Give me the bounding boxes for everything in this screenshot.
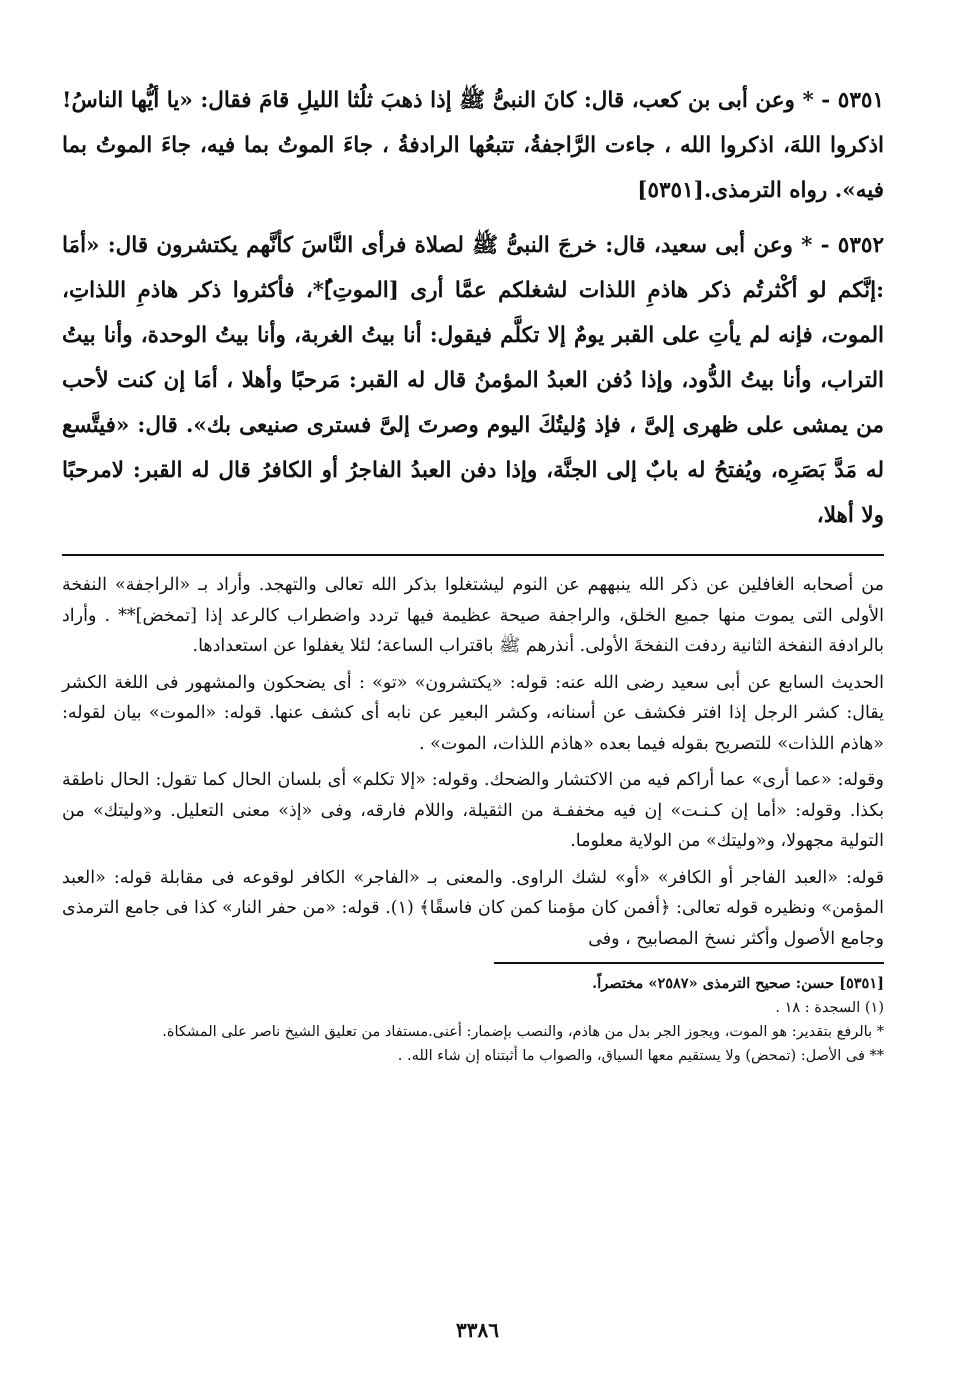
page-content: [62, 78, 884, 1068]
page-number: ٣٣٨٦: [456, 1318, 499, 1342]
footnote-star: * بالرفع بتقدير: هو الموت، ويجوز الجر بدل من هاذم، والنصب بإضمار: أعنى.مستفاد من تعليق الشيخ ناصر على المشكاة.: [162, 1024, 884, 1040]
commentary-paragraph-4: قوله: «العبد الفاجر أو الكافر» «أو» لشك الراوى. والمعنى بـ «الفاجر» الكافر لوقوعه فى مقابلة قوله: «العبد المؤمن» ونظيره قوله تعالى: ﴿أفمن كان مؤمنا كمن كان فاسقًا﴾ (١). قوله: «من حفر النار» كذا فى جامع الترمذى وجامع الأصول وأكثر نسخ المصابيح ، وفى: [62, 867, 884, 949]
commentary: [62, 570, 884, 954]
footnote-1: (١) السجدة : ١٨ .: [775, 1000, 884, 1016]
footnote-takhrij: [٥٣٥١] حسن: صحيح الترمذى «٢٥٨٧» مختصراً.: [592, 975, 884, 992]
hadith-5351: ٥٣٥١ - * وعن أبى بن كعب، قال: كانَ النبىُّ ﷺ إذا ذهبَ ثلُثا الليلِ قامَ فقال: «يا أيُّها الناسُ! اذكروا اللهَ، اذكروا الله ، جاءت الرَّاجفةُ، تتبعُها الرادفةُ ، جاءَ الموتُ بما فيه، جاءَ الموتُ بما فيه». رواه الترمذى.[٥٣٥١]: [62, 88, 884, 203]
hadith-5352: ٥٣٥٢ - * وعن أبى سعيد، قال: خرجَ النبىُّ ﷺ لصلاة فرأى النَّاسَ كأنَّهم يكتشرون قال: «أمَا :إنَّكم لو أكْثرتُم ذكر هاذمِ اللذات لشغلكم عمَّا أرى [الموتِ]ُ*، فأكثروا ذكر هاذمِ اللذاتِ، الموت، فإنه لم يأتِ على القبر يومٌ إلا تكلَّم فيقول: أنا بيتُ الغربة، وأنا بيتُ الوحدة، وأنا بيتُ التراب، وأنا بيتُ الدُّود، وإذا دُفن العبدُ المؤمنُ قال له القبر: مَرحبًا وأهلا ، أمَا إن كنت لأحب من يمشى على ظهرى إلىَّ ، فإذ وُليتُكَ اليوم وصرتَ إلىَّ فسترى صنيعى بك». قال: «فيتَّسع له مَدَّ بَصَرِه، ويُفتحُ له بابٌ إلى الجنَّة، وإذا دفن العبدُ الفاجرُ أو الكافرُ قال له القبر: لامرحبًا ولا أهلا،: [62, 233, 884, 528]
footnote-double-star: ** فى الأصل: (تمحض) ولا يستقيم معها السياق، والصواب ما أثبتناه إن شاء الله. .: [397, 1048, 884, 1064]
footnote-divider: [494, 962, 884, 964]
section-divider: [62, 554, 884, 556]
footnotes: [62, 972, 884, 1068]
commentary-paragraph-1: من أصحابه الغافلين عن ذكر الله ينبههم عن النوم ليشتغلوا بذكر الله تعالى والتهجد. وأراد بـ «الراجفة» النفخة الأولى التى يموت منها جميع الخلق، والراجفة صيحة عظيمة فيها تردد واضطراب كالرعد إذا [تمخض]** . وأراد بالرادفة النفخة الثانية ردفت النفخةَ الأولى. أنذرهم ﷺ باقتراب الساعة؛ لئلا يغفلوا عن استعدادها.: [62, 575, 884, 656]
commentary-paragraph-2: الحديث السابع عن أبى سعيد رضى الله عنه: قوله: «يكتشرون» «تو» : أى يضحكون والمشهور فى اللغة الكشر يقال: كشر الرجل إذا افتر فكشف عن أسنانه، وكشر البعير عن نابه أى كشف عنها. قوله: «الموت» بيان لقوله: «هاذم اللذات» للتصريح بقوله فيما بعده «هاذم اللذات، الموت» .: [62, 672, 884, 754]
commentary-paragraph-3: وقوله: «عما أرى» عما أراكم فيه من الاكتشار والضحك. وقوله: «إلا تكلم» أى بلسان الحال كما تقول: الحال ناطقة بكذا. وقوله: «أما إن كـنـت» إن فيه مخففـة من الثقيلة، واللام فارقه، وفى «إذ» معنى التعليل. و«وليتك» من التولية مجهولا، و«وليتك» من الولاية معلوما.: [62, 770, 884, 851]
hadith-text: [62, 78, 884, 538]
